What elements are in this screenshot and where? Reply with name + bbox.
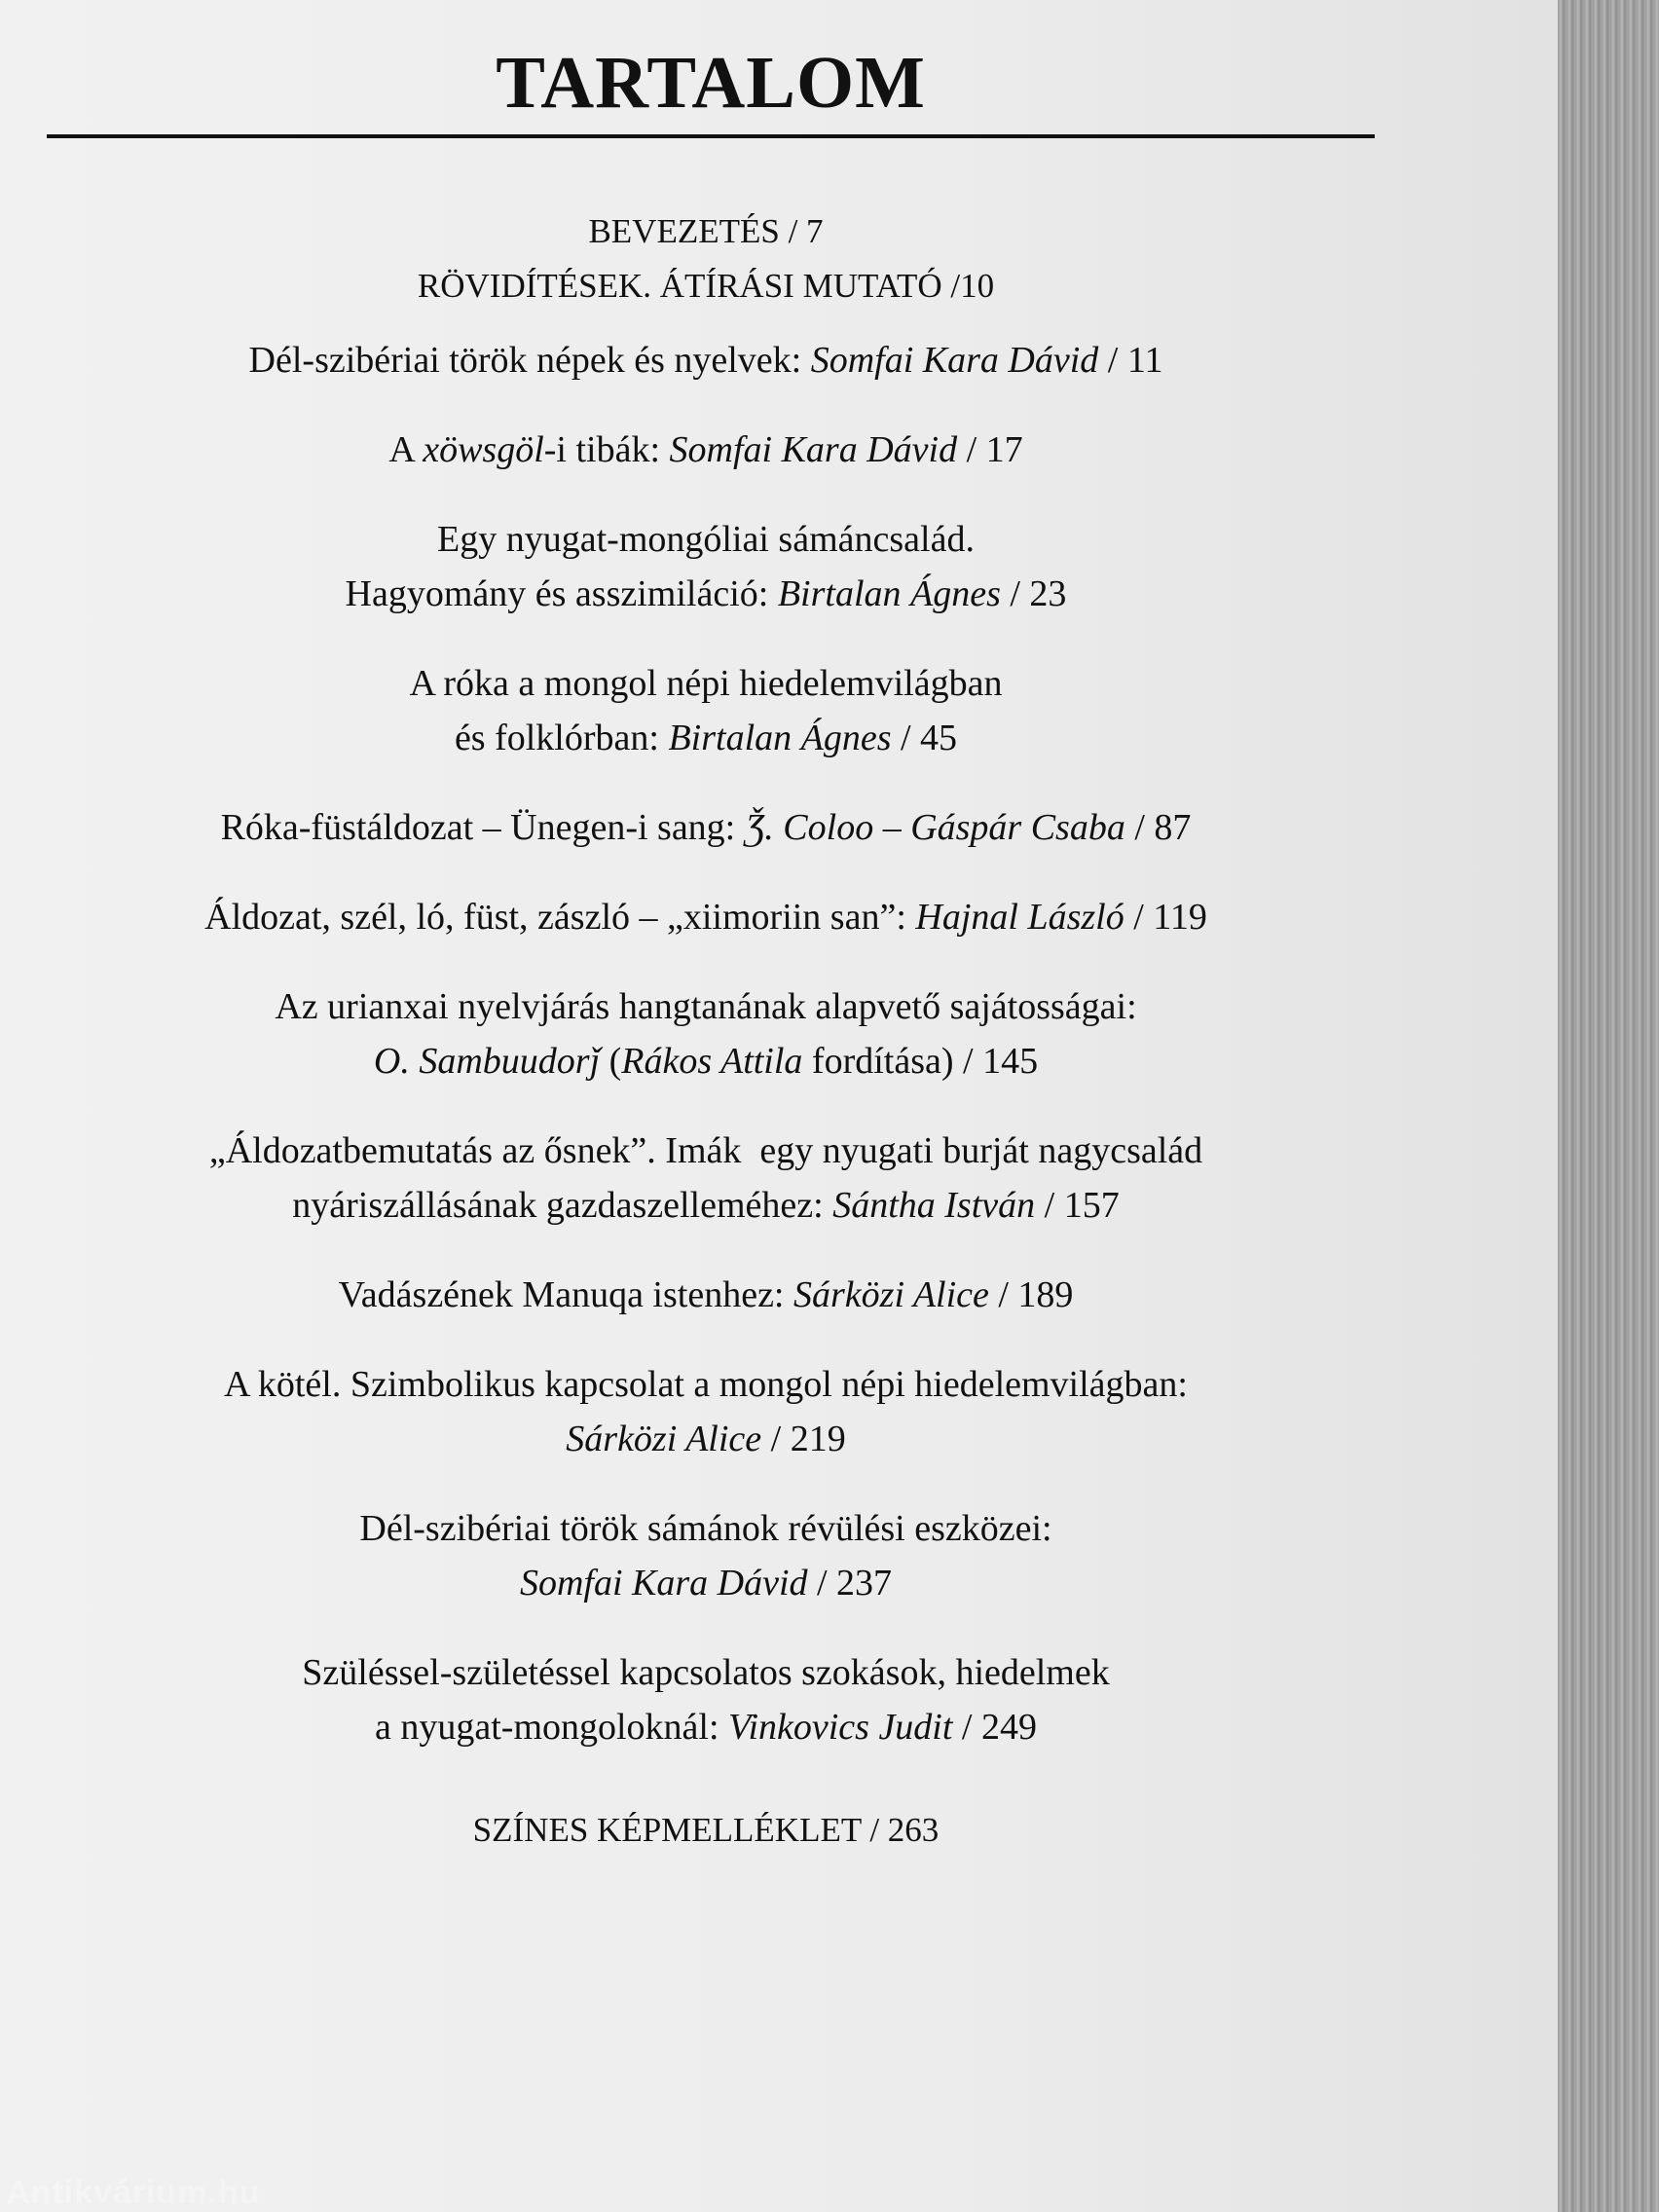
entry-page: fordítása) / 145 xyxy=(802,1041,1039,1082)
toc-line: Egy nyugat-mongóliai sámáncsalád. xyxy=(437,519,975,560)
toc-line: Dél-szibériai török sámánok révülési eszközei: xyxy=(359,1508,1052,1549)
toc-line: Az urianxai nyelvjárás hangtanának alapvető sajátosságai: xyxy=(275,986,1137,1027)
entry-text: Vadászének Manuqa istenhez: xyxy=(338,1274,793,1315)
entry-page: / 119 xyxy=(1124,897,1207,938)
toc-line: BEVEZETÉS / 7 xyxy=(588,212,824,250)
entry-page: / 189 xyxy=(988,1274,1074,1315)
toc-line: A róka a mongol népi hiedelemvilágban xyxy=(409,663,1003,704)
entry-author: Ǯ. Coloo – Gáspár Csaba xyxy=(744,807,1125,848)
entry-author: Somfai Kara Dávid xyxy=(810,340,1099,381)
toc-entry xyxy=(0,656,1412,765)
entry-author: Somfai Kara Dávid xyxy=(669,429,958,470)
entry-term: xöwsgöl- xyxy=(423,429,557,470)
entry-text: Róka-füstáldozat – Ünegen-i sang: xyxy=(220,807,745,848)
entry-page: / 45 xyxy=(891,718,958,758)
table-of-contents xyxy=(0,204,1412,1858)
entry-text: i tibák: xyxy=(556,429,670,470)
toc-entry-bevezetes xyxy=(0,204,1412,313)
entry-page: / 237 xyxy=(807,1563,893,1604)
toc-line xyxy=(0,890,1412,944)
toc-line xyxy=(0,800,1412,855)
toc-entry xyxy=(0,1268,1412,1322)
toc-line: „Áldozatbemutatás az ősnek”. Imák egy nyugati burját nagycsalád xyxy=(208,1130,1203,1171)
toc-line xyxy=(0,711,1412,765)
entry-author: Vinkovics Judit xyxy=(728,1707,953,1748)
toc-entry xyxy=(0,1124,1412,1233)
toc-entry xyxy=(0,890,1412,944)
toc-line xyxy=(0,1556,1412,1610)
entry-page: / 23 xyxy=(1000,573,1067,614)
entry-author: O. Sambuudorǰ xyxy=(373,1041,601,1082)
toc-entry xyxy=(0,979,1412,1088)
toc-line xyxy=(0,1412,1412,1466)
toc-line xyxy=(0,1268,1412,1322)
toc-line: Szüléssel-születéssel kapcsolatos szokások, hiedelmek xyxy=(302,1652,1110,1693)
title-rule xyxy=(47,134,1375,138)
page-edge xyxy=(1558,0,1659,2212)
entry-page: / 157 xyxy=(1035,1185,1120,1226)
entry-author: Sárközi Alice xyxy=(793,1274,989,1315)
toc-line: SZÍNES KÉPMELLÉKLET / 263 xyxy=(472,1811,940,1849)
toc-line: A kötél. Szimbolikus kapcsolat a mongol népi hiedelemvilágban: xyxy=(224,1364,1188,1405)
entry-page: / 11 xyxy=(1098,340,1163,381)
entry-text: A xyxy=(388,429,424,470)
watermark-logo: Antikvárium.hu xyxy=(6,2174,261,2211)
entry-translator: Rákos Attila xyxy=(621,1041,803,1082)
toc-line xyxy=(0,1700,1412,1754)
toc-line: RÖVIDÍTÉSEK. ÁTÍRÁSI MUTATÓ /10 xyxy=(417,267,995,305)
entry-page: / 87 xyxy=(1124,807,1192,848)
toc-entry xyxy=(0,1645,1412,1754)
toc-line xyxy=(0,1178,1412,1233)
toc-line xyxy=(0,333,1412,387)
entry-text: ( xyxy=(600,1041,622,1082)
entry-text: és folklórban: xyxy=(454,718,669,758)
entry-author: Birtalan Ágnes xyxy=(668,718,892,758)
entry-text: Hagyomány és asszimiláció: xyxy=(345,573,778,614)
entry-text: nyáriszállásának gazdaszelleméhez: xyxy=(292,1185,833,1226)
toc-entry xyxy=(0,423,1412,477)
toc-entry xyxy=(0,800,1412,855)
toc-entry xyxy=(0,1501,1412,1610)
toc-entry xyxy=(0,512,1412,621)
entry-page: / 219 xyxy=(761,1419,846,1459)
toc-line xyxy=(0,423,1412,477)
toc-entry xyxy=(0,333,1412,387)
entry-author: Birtalan Ágnes xyxy=(777,573,1001,614)
entry-text: Áldozat, szél, ló, füst, zászló – „xiimoriin san”: xyxy=(204,897,916,938)
toc-line xyxy=(0,567,1412,621)
entry-author: Sántha István xyxy=(832,1185,1036,1226)
toc-entry xyxy=(0,1357,1412,1466)
toc-line xyxy=(0,1034,1412,1088)
entry-author: Somfai Kara Dávid xyxy=(519,1563,808,1604)
entry-author: Sárközi Alice xyxy=(566,1419,762,1459)
entry-text: Dél-szibériai török népek és nyelvek: xyxy=(248,340,811,381)
toc-entry-kepmelleklet xyxy=(0,1803,1412,1858)
page-title: TARTALOM xyxy=(496,42,926,124)
entry-page: / 17 xyxy=(957,429,1023,470)
entry-page: / 249 xyxy=(952,1707,1037,1748)
entry-author: Hajnal László xyxy=(915,897,1124,938)
entry-text: a nyugat-mongoloknál: xyxy=(375,1707,729,1748)
